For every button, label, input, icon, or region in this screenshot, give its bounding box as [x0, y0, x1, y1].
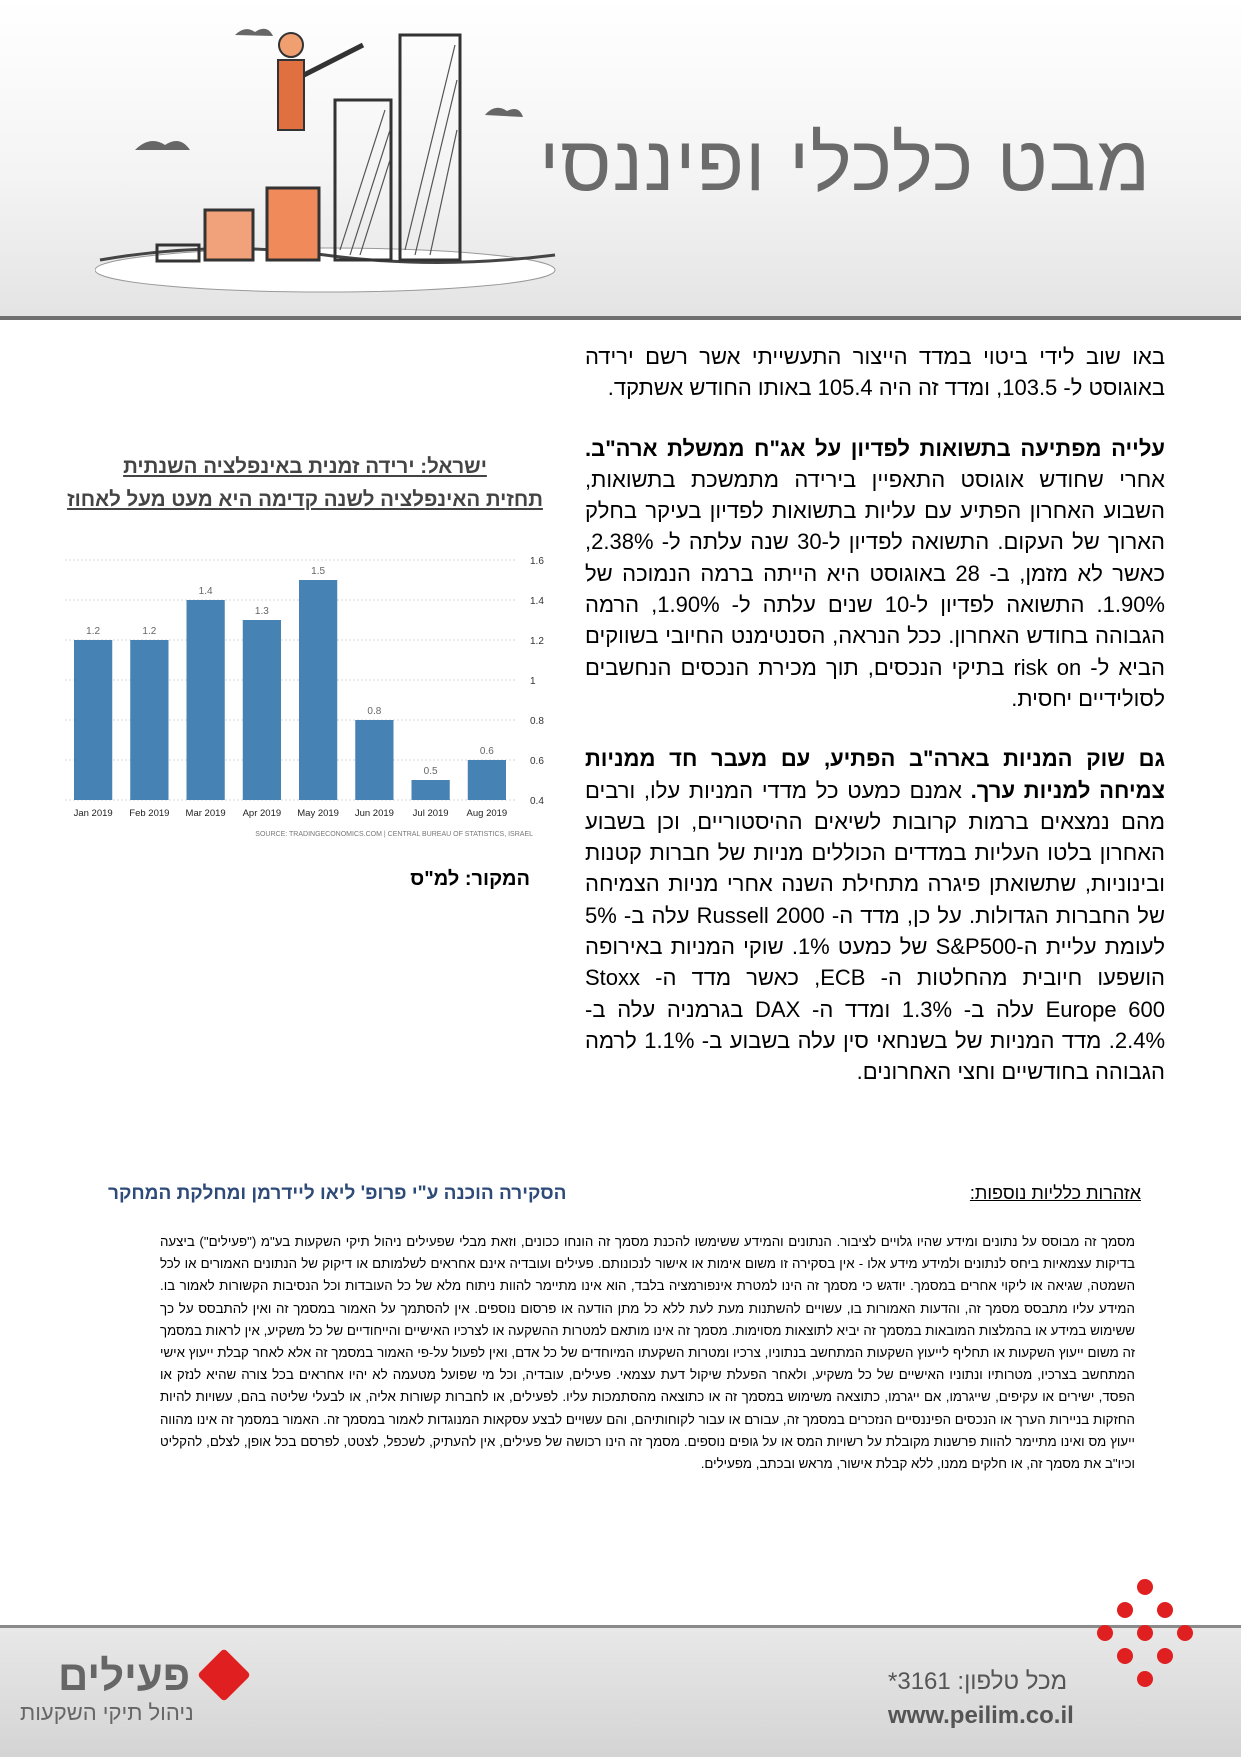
chart-bar	[299, 580, 337, 800]
chart-subtitle-line: תחזית האינפלציה לשנה קדימה היא מעט מעל לאחוז	[67, 488, 543, 511]
y-tick-label: 0.4	[530, 796, 544, 807]
data-label: 1.3	[254, 606, 269, 617]
chart-bar	[187, 600, 225, 800]
paragraph-text: אמנם כמעט כל מדדי המניות עלו, ורבים מהם נמצאים ברמות קרובות לשיאים ההיסטוריים, וכן בשבוע האחרון בלטו העליות במדדים הכוללים מניות של חברות קטנות ובינוניות, שתשואתן פיגרה מתחילת השנה אחרי מניות הצמיחה של החברות הגדולות. על כן, מדד ה- Russell 2000 עלה ב- 5% לעומת עליית ה-S&P500 של כמעט 1%. שוקי המניות באירופה הושפעו חיובית מהחלטות ה- ECB, כאשר מדד ה- Stoxx Europe 600 עלה ב- 1.3% ומדד ה- DAX בגרמניה עלה ב- 2.4%. מדד המניות של בשנחאי סין עלה בשבוע ב- 1.1% לרמה הגבוהה בחודשיים וחצי האחרונים.	[585, 777, 1166, 1085]
inflation-bar-chart	[55, 540, 555, 850]
x-tick-label: Feb 2019	[129, 808, 170, 819]
y-tick-label: 1.2	[530, 636, 544, 647]
chart-bar	[412, 780, 450, 800]
growth-illustration-icon	[95, 0, 605, 300]
chart-bar	[468, 760, 506, 800]
chart-bar	[74, 640, 112, 800]
data-label: 1.2	[142, 626, 157, 637]
data-label: 0.5	[423, 766, 438, 777]
x-tick-label: Jul 2019	[412, 808, 449, 819]
chart-bar	[130, 640, 168, 800]
x-tick-label: Apr 2019	[242, 808, 282, 819]
paragraph-heading: עלייה מפתיעה בתשואות לפדיון על אג"ח ממשלת ארה"ב.	[585, 435, 1165, 461]
chart-source: המקור: למ"ס	[410, 868, 530, 890]
brand-dots-icon	[1085, 1575, 1205, 1695]
article-paragraph	[585, 743, 1165, 1087]
prepared-by: הסקירה הוכנה ע"י פרופ' ליאו ליידרמן ומחלקת המחקר	[108, 1183, 567, 1204]
x-tick-label: Jan 2019	[73, 808, 113, 819]
article-paragraph	[585, 341, 1165, 404]
paragraph-heading: גם שוק המניות בארה"ב הפתיע, עם מעבר חד ממניות צמיחה למניות ערך.	[585, 746, 1166, 803]
chart-title	[55, 450, 555, 516]
y-tick-label: 1.4	[530, 596, 544, 607]
footer-url[interactable]: www.peilim.co.il	[888, 1702, 1074, 1729]
x-tick-label: Mar 2019	[185, 808, 226, 819]
y-tick-label: 1.6	[530, 556, 544, 567]
paragraph-text: באו שוב לידי ביטוי במדד הייצור התעשייתי אשר רשם ירידה באוגוסט ל- 103.5, ומדד זה היה 105.4 באותו החודש אשתקד.	[585, 344, 1165, 401]
logo-subtitle: ניהול תיקי השקעות	[20, 1700, 194, 1725]
y-tick-label: 0.8	[530, 716, 544, 727]
x-tick-label: Aug 2019	[466, 808, 508, 819]
inflation-chart	[55, 540, 555, 850]
chart-bar	[243, 620, 281, 800]
page-title: מבט כלכלי ופיננסי	[539, 119, 1151, 207]
disclaimer-text: מסמך זה מבוסס על נתונים ומידע שהיו גלויים לציבור. הנתונים והמידע ששימשו להכנת מסמך זה הונחו ככונים, וזאת מבלי שפעילים ניהול תיקי השקעות בע"מ ("פעילים") ביצעה בדיקות עצמאיות ביחס לנתונים ולמידע מידע אלו - אין בסקירה זו משום אימות או אישור לנכונותם. פעילים ועובדיה אינם אחראים לשלמותם או דיקוק של הנתונים האמורים או לכל השמטה, שגיאה או ליקוי אחרים במסמך. יודגש כי מסמך זה הינו למטרת אינפורמציה בלבד, הוא אינו מתיימר להוות ניתוח מלא של כל העובדות וכל הנסיבות הקשורות לאמור בו. המידע עליו מתבסס מסמך זה, והדעות האמורות בו, עשויים להשתנות מעת לעת ללא כל מתן הודעה או פרסום נוספים. אין להסתמך על האמור במסמך זה ואין להתבסס על כך ששימוש במידע או בהמלצות המובאות במסמך זה יביא לתוצאות מסוימות. מסמך זה אינו מותאם למטרות ההשקעה או לצרכיו האישיים והייחודיים של כל משקיע, אין לראות במסמך זה משום ייעוץ השקעות או תחליף לייעוץ השקעות המתחשב בנתוניו, צרכיו ומטרות השקעתו המיוחדים של כל אדם, ואין לפעול על-פי האמור במסמך זה אלא לאחר קבלת ייעוץ אישי המתחשב בצרכיו, מטרותיו ונתוניו האישיים של כל משקיע, ולאחר הפעלת שיקול דעת עצמאי. פעילים, עובדיה, וכל מי שפועל מטעמה לא יהיו אחראים בכל צורה שהיא לנזק או הפסד, ישירים או עקיפים, שייגרמו, אם ייגרמו, כתוצאה משימוש במסמך זה או כתוצאה מהסתמכות עליו. לפעילים, או לחברות קשורות אליה, או לבעלי שליטה בהם, עשויות להיות החזקות בניירות הערך או הנכסים הפיננסיים הנזכרים במסמך זה, עבורם או עבור לקוחותיהם, והם עשויים לבצע עסקאות המנוגדות לאמור במסמך זה. האמור במסמך זה אינו מהווה ייעוץ מס ואינו מתיימר להוות פרשנות מקובלת על רשויות המס או על גופים נוספים. מסמך זה הינו רכושה של פעילים, אין להעתיק, לשכפל, לצטט, לפרסם בכל אופן, לצלם, להקליט וכיו"ב את מסמך זה, או חלקים ממנו, ללא קבלת אישור, מראש ובכתב, מפעילים.	[160, 1234, 1135, 1472]
paragraph-text: אחרי שחודש אוגוסט התאפיין בירידה מתמשכת בתשואות, השבוע האחרון הפתיע עם עליות בתשואות לפדיון בעיקר בחלק הארוך של העקום. התשואה לפדיון ל-30 שנה עלתה ל- 2.38%, כאשר לא מזמן, ב- 28 באוגוסט היא הייתה ברמה הנמוכה של 1.90%. התשואה לפדיון ל-10 שנים עלתה ל- 1.90%, הרמה הגבוהה בחודש האחרון. ככל הנראה, הסנטימנט החיובי בשווקים הביא ל- risk on בתיקי הנכסים, תוך מכירת הנכסים הנחשבים לסולידיים יחסית.	[585, 466, 1165, 711]
data-label: 1.2	[86, 626, 101, 637]
logo-name: פעילים	[58, 1652, 191, 1699]
chart-title-line: ישראל: ירידה זמנית באינפלציה השנתית	[123, 455, 487, 478]
y-tick-label: 1	[530, 676, 536, 687]
data-label: 1.5	[311, 566, 326, 577]
data-label: 1.4	[198, 586, 213, 597]
x-tick-label: May 2019	[297, 808, 339, 819]
y-tick-label: 0.6	[530, 756, 544, 767]
x-tick-label: Jun 2019	[354, 808, 394, 819]
header-banner	[0, 0, 1241, 320]
footer-phone: מכל טלפון: 3161*	[888, 1668, 1068, 1695]
article-paragraph	[585, 433, 1165, 715]
data-label: 0.8	[367, 706, 382, 717]
disclaimer-heading: אזהרות כלליות נוספות:	[969, 1183, 1141, 1203]
article-body	[585, 341, 1165, 1117]
chart-source-note: SOURCE: TRADINGECONOMICS.COM | CENTRAL BUREAU OF STATISTICS, ISRAEL	[255, 831, 533, 838]
data-label: 0.6	[479, 746, 494, 757]
chart-bar	[355, 720, 393, 800]
